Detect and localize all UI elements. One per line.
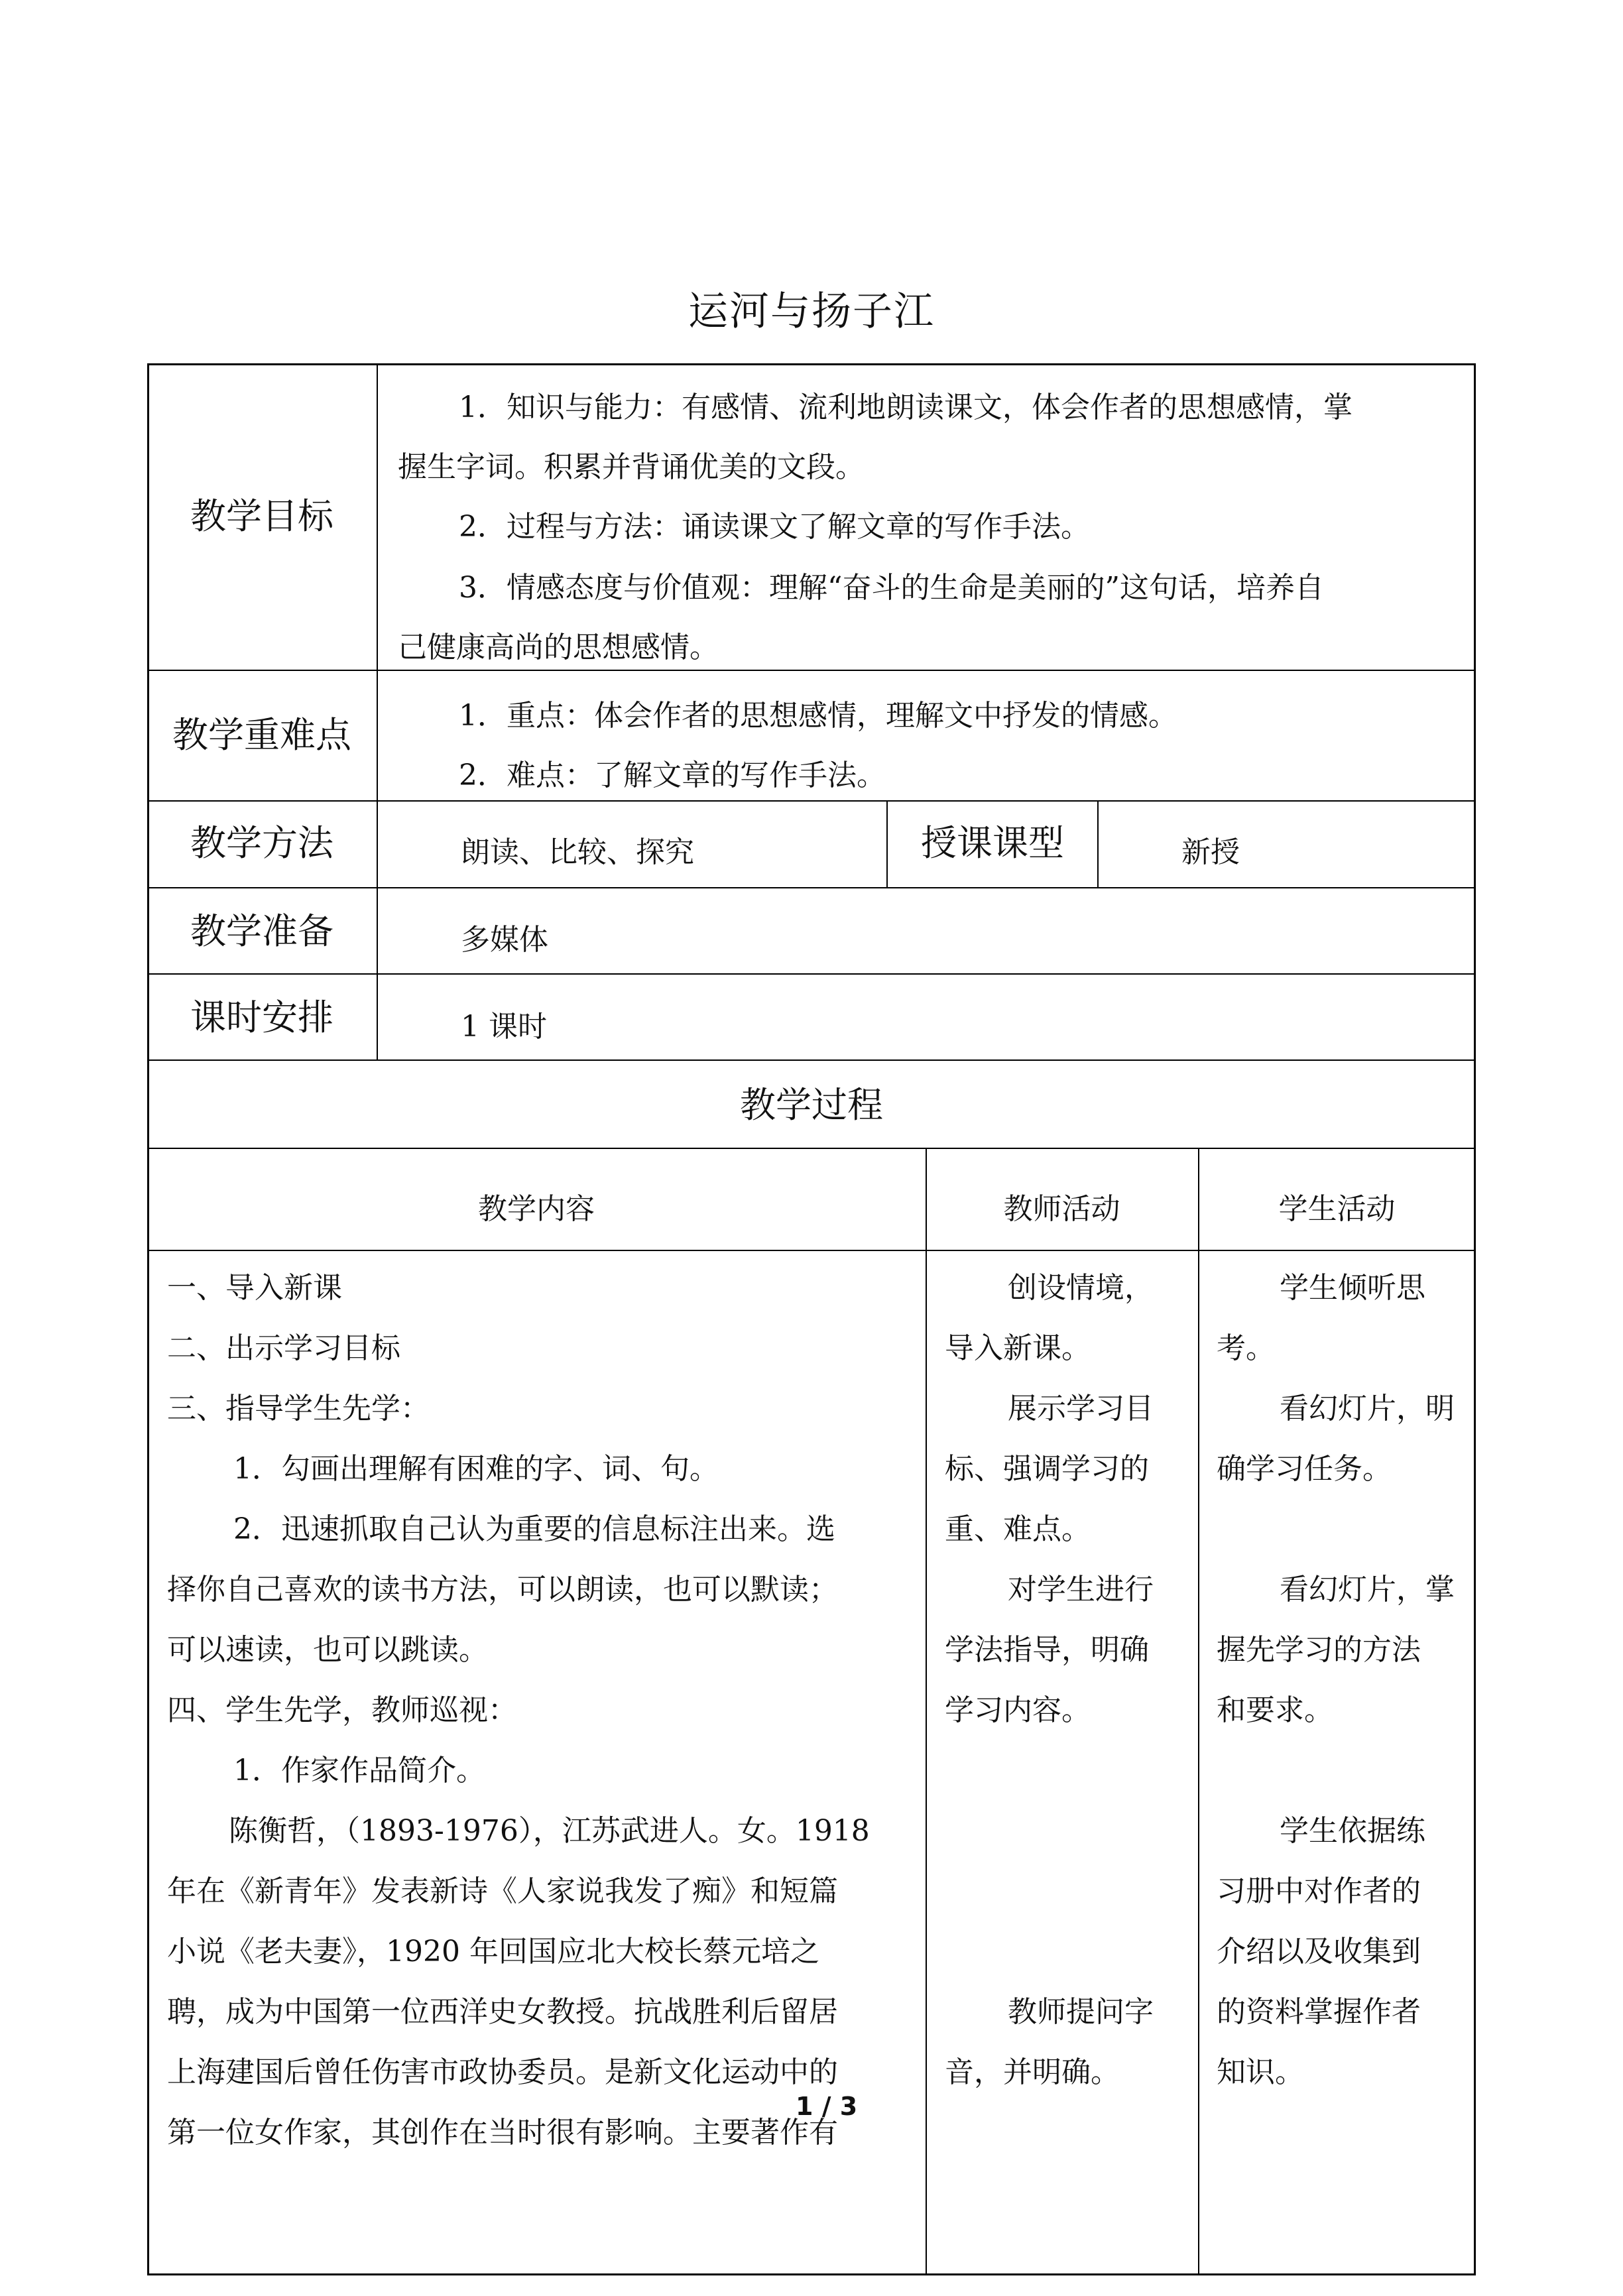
objectives-line: 2．过程与方法：诵读课文了解文章的写作手法。 [459, 510, 1090, 544]
teacher-line: 学法指导，明确 [945, 1633, 1149, 1667]
student-line: 介绍以及收集到 [1217, 1935, 1421, 1968]
student-line: 知识。 [1217, 2055, 1304, 2089]
content-line: 二、出示学习目标 [167, 1331, 400, 1365]
key-points-line: 1．重点：体会作者的思想感情，理解文中抒发的情感。 [459, 699, 1177, 733]
col-header-content: 教学内容 [478, 1192, 595, 1226]
objectives-line: 己健康高尚的思想感情。 [398, 631, 719, 664]
teacher-line: 音，并明确。 [945, 2055, 1120, 2089]
key-points-label: 教学重难点 [172, 714, 351, 756]
objectives-label: 教学目标 [190, 495, 333, 537]
student-line: 习册中对作者的 [1217, 1874, 1421, 1908]
row-divider [147, 1059, 1476, 1061]
teacher-line: 导入新课。 [945, 1331, 1091, 1365]
preparation-label: 教学准备 [190, 910, 333, 952]
student-line: 学生依据练 [1280, 1814, 1425, 1848]
teacher-line: 创设情境， [1008, 1271, 1154, 1305]
page-number: 1 / 3 [796, 2092, 858, 2121]
student-line: 握先学习的方法 [1217, 1633, 1421, 1667]
content-line: 四、学生先学，教师巡视： [167, 1693, 517, 1727]
key-points-line: 2．难点：了解文章的写作手法。 [459, 758, 886, 792]
col-divider [377, 363, 378, 1059]
content-line: 2．迅速抓取自己认为重要的信息标注出来。选 [233, 1512, 835, 1546]
col-divider [1198, 1148, 1199, 2275]
col-header-student: 学生活动 [1278, 1192, 1396, 1226]
objectives-line: 1．知识与能力：有感情、流利地朗读课文，体会作者的思想感情，掌 [459, 391, 1352, 424]
content-line: 上海建国后曾任伤害市政协委员。是新文化运动中的 [167, 2055, 838, 2089]
col-divider [1097, 800, 1099, 887]
row-divider [147, 670, 1476, 671]
student-line: 学生倾听思 [1280, 1271, 1425, 1305]
teacher-line: 标、强调学习的 [945, 1452, 1149, 1486]
student-line: 和要求。 [1217, 1693, 1333, 1727]
schedule-label: 课时安排 [190, 997, 333, 1038]
row-divider [147, 1148, 1476, 1149]
method-value: 朗读、比较、探究 [461, 835, 694, 869]
content-line: 1．作家作品简介。 [233, 1754, 485, 1787]
content-line: 年在《新青年》发表新诗《人家说我发了痴》和短篇 [167, 1874, 838, 1908]
page-title: 运河与扬子江 [688, 288, 935, 335]
row-divider [147, 800, 1476, 802]
process-heading: 教学过程 [740, 1084, 883, 1126]
content-line: 一、导入新课 [167, 1271, 342, 1305]
row-divider [147, 1250, 1476, 1251]
content-line: 聘，成为中国第一位西洋史女教授。抗战胜利后留居 [167, 1995, 838, 2029]
student-line: 的资料掌握作者 [1217, 1995, 1421, 2029]
lesson-plan-table [147, 363, 1476, 2275]
row-divider [147, 973, 1476, 975]
method-label: 教学方法 [190, 822, 333, 864]
objectives-line: 3．情感态度与价值观：理解“奋斗的生命是美丽的”这句话，培养自 [459, 571, 1324, 605]
content-line: 1．勾画出理解有困难的字、词、句。 [233, 1452, 719, 1486]
teacher-line: 对学生进行 [1008, 1573, 1154, 1606]
teacher-line: 重、难点。 [945, 1512, 1091, 1546]
content-line: 三、指导学生先学： [167, 1392, 430, 1425]
objectives-line: 握生字词。积累并背诵优美的文段。 [398, 450, 865, 484]
content-line: 小说《老夫妻》，1920 年回国应北大校长蔡元培之 [167, 1935, 819, 1968]
teacher-line: 学习内容。 [945, 1693, 1091, 1727]
teacher-line: 展示学习目 [1008, 1392, 1154, 1425]
content-line: 择你自己喜欢的读书方法，可以朗读，也可以默读； [167, 1573, 838, 1606]
teacher-line: 教师提问字 [1008, 1995, 1154, 2029]
student-line: 看幻灯片，明 [1280, 1392, 1455, 1425]
lesson-type-value: 新授 [1181, 835, 1240, 869]
content-line: 可以速读，也可以跳读。 [167, 1633, 488, 1667]
preparation-value: 多媒体 [461, 923, 548, 957]
content-line: 第一位女作家，其创作在当时很有影响。主要著作有 [167, 2116, 838, 2149]
lesson-type-label: 授课课型 [921, 822, 1064, 864]
student-line: 考。 [1217, 1331, 1275, 1365]
col-divider [926, 1148, 927, 2275]
row-divider [147, 887, 1476, 888]
student-line: 确学习任务。 [1217, 1452, 1392, 1486]
schedule-value: 1 课时 [461, 1010, 547, 1044]
col-header-teacher: 教师活动 [1003, 1192, 1120, 1226]
content-line: 陈衡哲，（1893-1976），江苏武进人。女。1918 [229, 1814, 870, 1848]
student-line: 看幻灯片，掌 [1280, 1573, 1455, 1606]
